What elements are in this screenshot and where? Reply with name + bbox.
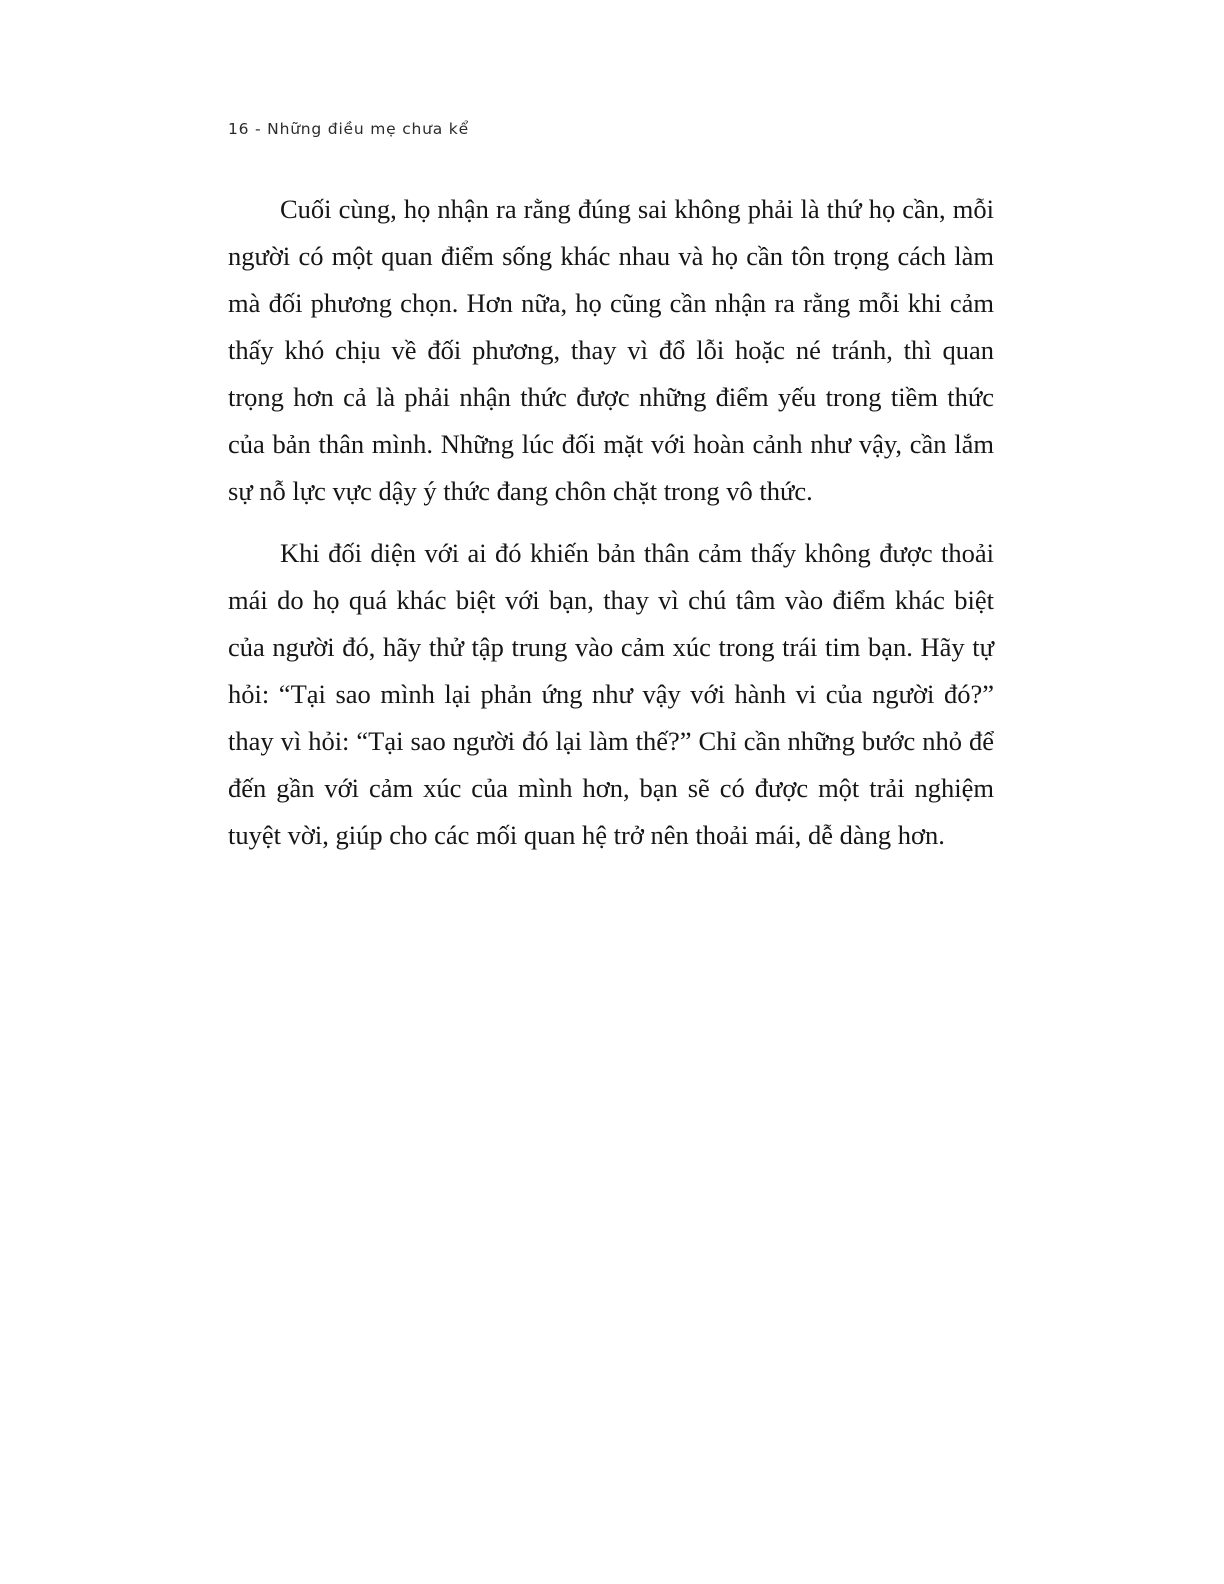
paragraph: Cuối cùng, họ nhận ra rằng đúng sai không phải là thứ họ cần, mỗi người có một quan điểm sống khác nhau và họ cần tôn trọng cách làm mà đối phương chọn. Hơn nữa, họ cũng cần nhận ra rằng mỗi khi cảm thấy khó chịu về đối phương, thay vì đổ lỗi hoặc né tránh, thì quan trọng hơn cả là phải nhận thức được những điểm yếu trong tiềm thức của bản thân mình. Những lúc đối mặt với hoàn cảnh như vậy, cần lắm sự nỗ lực vực dậy ý thức đang chôn chặt trong vô thức. xyxy=(228,194,994,506)
paragraph: Khi đối diện với ai đó khiến bản thân cảm thấy không được thoải mái do họ quá khác biệt với bạn, thay vì chú tâm vào điểm khác biệt của người đó, hãy thử tập trung vào cảm xúc trong trái tim bạn. Hãy tự hỏi: “Tại sao mình lại phản ứng như vậy với hành vi của người đó?” thay vì hỏi: “Tại sao người đó lại làm thế?” Chỉ cần những bước nhỏ để đến gần với cảm xúc của mình hơn, bạn sẽ có được một trải nghiệm tuyệt vời, giúp cho các mối quan hệ trở nên thoải mái, dễ dàng hơn. xyxy=(228,538,994,850)
page-body xyxy=(228,186,994,859)
running-head: 16 - Những điều mẹ chưa kể xyxy=(228,120,469,138)
